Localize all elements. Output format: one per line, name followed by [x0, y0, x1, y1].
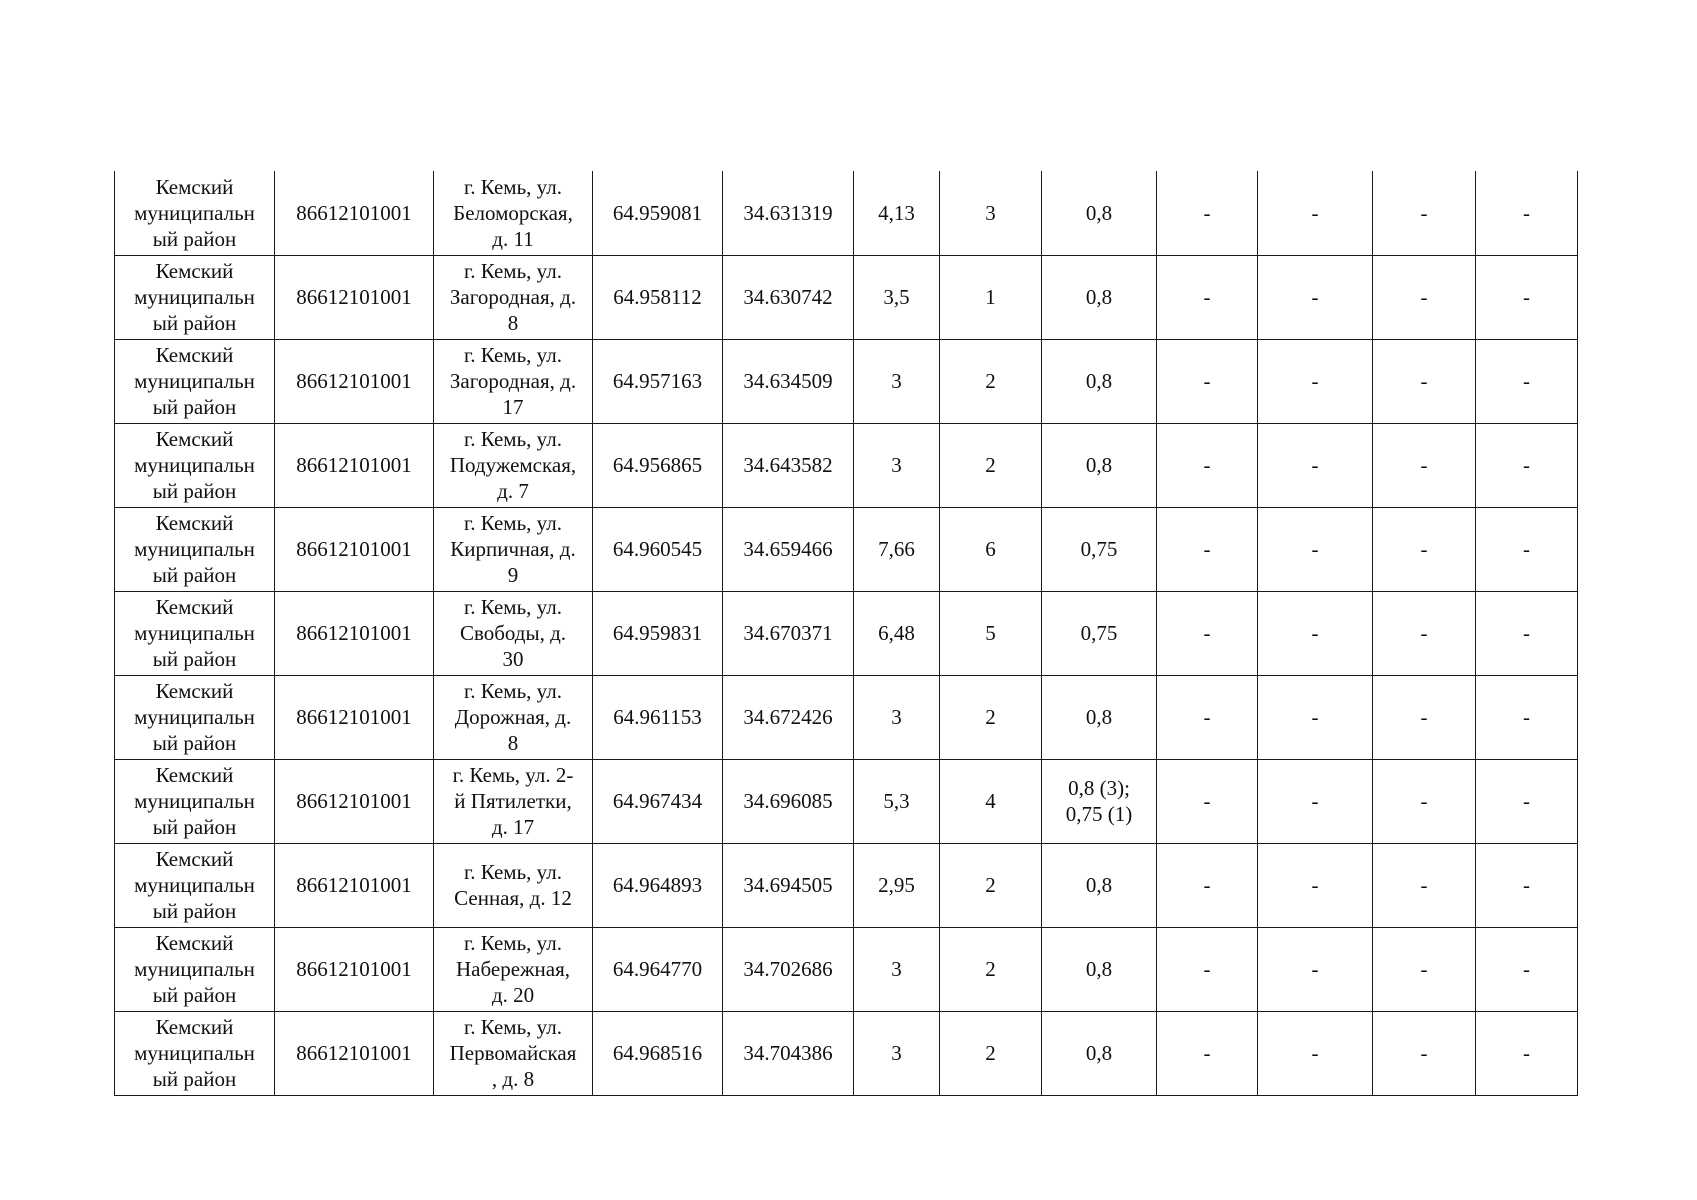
container-volume-cell [1042, 927, 1157, 1011]
longitude-cell-text: 34.670371 [743, 621, 833, 645]
empty-cell-text: - [1420, 537, 1428, 561]
district-cell [115, 1011, 275, 1095]
longitude-cell [723, 843, 854, 927]
oktmo-cell [275, 507, 434, 591]
latitude-cell [593, 759, 723, 843]
oktmo-cell [275, 1011, 434, 1095]
empty-cell [1373, 927, 1476, 1011]
container-count-cell-text: 2 [985, 1041, 996, 1065]
empty-cell [1476, 255, 1578, 339]
longitude-cell-text: 34.696085 [743, 789, 833, 813]
address-cell [434, 1011, 593, 1095]
empty-cell-text: - [1203, 285, 1211, 309]
latitude-cell [593, 507, 723, 591]
oktmo-cell-text: 86612101001 [296, 705, 412, 729]
latitude-cell [593, 675, 723, 759]
district-cell [115, 675, 275, 759]
longitude-cell [723, 927, 854, 1011]
longitude-cell-text: 34.659466 [743, 537, 833, 561]
empty-cell [1373, 843, 1476, 927]
empty-cell-text: - [1203, 873, 1211, 897]
district-cell [115, 843, 275, 927]
area-cell-text: 3 [891, 705, 902, 729]
empty-cell [1157, 507, 1258, 591]
address-cell-text: г. Кемь, ул. Первомайская , д. 8 [449, 1015, 577, 1091]
container-count-cell-text: 2 [985, 453, 996, 477]
latitude-cell [593, 339, 723, 423]
empty-cell-text: - [1523, 369, 1530, 393]
oktmo-cell-text: 86612101001 [296, 789, 412, 813]
container-count-cell [940, 507, 1042, 591]
oktmo-cell-text: 86612101001 [296, 537, 412, 561]
latitude-cell-text: 64.959831 [612, 621, 703, 645]
address-cell-text: г. Кемь, ул. Беломорская, д. 11 [453, 174, 573, 251]
empty-cell-text: - [1311, 369, 1319, 393]
empty-cell [1258, 255, 1373, 339]
oktmo-cell-text: 86612101001 [296, 453, 412, 477]
container-count-cell-text: 6 [985, 537, 996, 561]
latitude-cell-text: 64.958112 [613, 285, 702, 309]
container-volume-cell-text: 0,8 [1085, 957, 1113, 981]
address-cell [434, 255, 593, 339]
address-cell [434, 843, 593, 927]
empty-cell-text: - [1523, 789, 1530, 813]
oktmo-cell-text: 86612101001 [296, 957, 412, 981]
container-count-cell [940, 591, 1042, 675]
oktmo-cell-text: 86612101001 [296, 873, 412, 897]
empty-cell-text: - [1420, 200, 1428, 225]
empty-cell-text: - [1523, 873, 1530, 897]
area-cell-text: 3 [891, 1041, 902, 1065]
container-volume-cell [1042, 591, 1157, 675]
latitude-cell-text: 64.964770 [612, 957, 703, 981]
empty-cell-text: - [1311, 621, 1319, 645]
table-row [115, 591, 1578, 675]
area-cell [854, 339, 940, 423]
container-count-cell [940, 759, 1042, 843]
longitude-cell [723, 423, 854, 507]
area-cell-text: 3 [891, 369, 902, 393]
container-count-cell [940, 1011, 1042, 1095]
address-cell [434, 423, 593, 507]
container-volume-cell [1042, 171, 1157, 255]
latitude-cell-text: 64.960545 [612, 537, 703, 561]
empty-cell-text: - [1523, 537, 1530, 561]
empty-cell [1476, 759, 1578, 843]
container-volume-cell [1042, 255, 1157, 339]
container-volume-cell-text: 0,8 [1085, 1041, 1113, 1065]
container-count-cell-text: 3 [985, 200, 996, 225]
district-cell-text: Кемский муниципальн ый район [134, 343, 255, 419]
district-cell [115, 423, 275, 507]
district-cell-text: Кемский муниципальн ый район [134, 595, 255, 671]
container-volume-cell-text: 0,75 [1080, 537, 1118, 561]
empty-cell [1476, 423, 1578, 507]
table-row [115, 843, 1578, 927]
empty-cell [1258, 171, 1373, 255]
empty-cell [1373, 255, 1476, 339]
empty-cell [1258, 339, 1373, 423]
empty-cell [1476, 591, 1578, 675]
empty-cell-text: - [1420, 621, 1428, 645]
container-count-cell-text: 1 [985, 285, 996, 309]
empty-cell [1476, 675, 1578, 759]
container-volume-cell [1042, 759, 1157, 843]
container-volume-cell-text: 0,8 [1085, 285, 1113, 309]
container-volume-cell-text: 0,8 [1085, 705, 1113, 729]
empty-cell-text: - [1311, 705, 1319, 729]
empty-cell [1258, 423, 1373, 507]
area-cell-text: 4,13 [878, 200, 915, 225]
longitude-cell [723, 759, 854, 843]
empty-cell-text: - [1420, 789, 1428, 813]
container-volume-cell [1042, 339, 1157, 423]
longitude-cell-text: 34.702686 [743, 957, 833, 981]
longitude-cell-text: 34.631319 [743, 200, 833, 225]
district-cell [115, 171, 275, 255]
empty-cell-text: - [1311, 957, 1319, 981]
table-row [115, 339, 1578, 423]
district-cell [115, 339, 275, 423]
longitude-cell-text: 34.630742 [743, 285, 833, 309]
container-count-cell [940, 339, 1042, 423]
empty-cell [1157, 171, 1258, 255]
area-cell [854, 927, 940, 1011]
empty-cell-text: - [1203, 705, 1211, 729]
latitude-cell-text: 64.961153 [613, 705, 702, 729]
empty-cell-text: - [1311, 873, 1319, 897]
latitude-cell [593, 927, 723, 1011]
longitude-cell-text: 34.672426 [743, 705, 833, 729]
empty-cell-text: - [1420, 705, 1428, 729]
empty-cell [1476, 1011, 1578, 1095]
latitude-cell [593, 171, 723, 255]
empty-cell-text: - [1311, 285, 1319, 309]
area-cell [854, 171, 940, 255]
empty-cell-text: - [1203, 537, 1211, 561]
longitude-cell-text: 34.694505 [743, 873, 833, 897]
longitude-cell [723, 339, 854, 423]
table-body [115, 171, 1578, 1095]
empty-cell-text: - [1311, 200, 1319, 225]
address-cell [434, 171, 593, 255]
empty-cell-text: - [1523, 705, 1530, 729]
longitude-cell [723, 171, 854, 255]
empty-cell [1157, 675, 1258, 759]
area-cell [854, 675, 940, 759]
container-count-cell [940, 675, 1042, 759]
empty-cell [1258, 507, 1373, 591]
longitude-cell [723, 255, 854, 339]
district-cell [115, 507, 275, 591]
longitude-cell-text: 34.643582 [743, 453, 833, 477]
district-cell-text: Кемский муниципальн ый район [134, 679, 255, 755]
area-cell [854, 423, 940, 507]
table-row [115, 927, 1578, 1011]
empty-cell [1373, 675, 1476, 759]
area-cell [854, 507, 940, 591]
empty-cell-text: - [1311, 1041, 1319, 1065]
oktmo-cell [275, 675, 434, 759]
oktmo-cell-text: 86612101001 [296, 285, 412, 309]
area-cell-text: 3,5 [883, 285, 910, 309]
address-cell [434, 339, 593, 423]
container-volume-cell-text: 0,8 [1085, 200, 1113, 225]
district-cell [115, 759, 275, 843]
latitude-cell [593, 255, 723, 339]
latitude-cell [593, 591, 723, 675]
oktmo-cell-text: 86612101001 [296, 1041, 412, 1065]
empty-cell-text: - [1523, 621, 1530, 645]
container-volume-cell [1042, 843, 1157, 927]
container-volume-cell [1042, 1011, 1157, 1095]
district-cell [115, 927, 275, 1011]
district-cell-text: Кемский муниципальн ый район [134, 259, 255, 335]
empty-cell [1258, 843, 1373, 927]
address-cell [434, 759, 593, 843]
latitude-cell-text: 64.964893 [612, 873, 703, 897]
container-count-cell [940, 843, 1042, 927]
district-cell-text: Кемский муниципальн ый район [134, 847, 255, 923]
empty-cell-text: - [1420, 873, 1428, 897]
table-row [115, 423, 1578, 507]
empty-cell-text: - [1420, 285, 1428, 309]
empty-cell-text: - [1203, 200, 1211, 225]
container-volume-cell-text: 0,8 [1085, 369, 1113, 393]
container-count-cell-text: 2 [985, 369, 996, 393]
table-row [115, 507, 1578, 591]
container-count-cell [940, 927, 1042, 1011]
district-cell-text: Кемский муниципальн ый район [134, 427, 255, 503]
table-row [115, 675, 1578, 759]
container-volume-cell [1042, 675, 1157, 759]
area-cell-text: 2,95 [878, 873, 915, 897]
district-cell [115, 591, 275, 675]
container-count-cell-text: 4 [985, 789, 996, 813]
area-cell [854, 591, 940, 675]
table-row [115, 255, 1578, 339]
container-count-cell-text: 2 [985, 873, 996, 897]
empty-cell-text: - [1420, 957, 1428, 981]
empty-cell [1476, 339, 1578, 423]
empty-cell [1258, 1011, 1373, 1095]
container-volume-cell-text: 0,8 [1085, 453, 1113, 477]
empty-cell [1476, 843, 1578, 927]
area-cell [854, 843, 940, 927]
empty-cell [1373, 1011, 1476, 1095]
container-count-cell [940, 423, 1042, 507]
latitude-cell [593, 1011, 723, 1095]
latitude-cell-text: 64.959081 [612, 200, 703, 225]
empty-cell-text: - [1203, 621, 1211, 645]
latitude-cell [593, 843, 723, 927]
oktmo-cell [275, 591, 434, 675]
area-cell-text: 6,48 [878, 621, 915, 645]
container-volume-cell [1042, 423, 1157, 507]
district-cell-text: Кемский муниципальн ый район [134, 931, 255, 1007]
container-count-cell-text: 5 [985, 621, 996, 645]
empty-cell-text: - [1523, 1041, 1530, 1065]
address-cell-text: г. Кемь, ул. Загородная, д. 8 [449, 259, 577, 335]
empty-cell [1157, 591, 1258, 675]
latitude-cell [593, 423, 723, 507]
area-cell-text: 7,66 [878, 537, 915, 561]
area-cell-text: 3 [891, 453, 902, 477]
empty-cell-text: - [1203, 1041, 1211, 1065]
latitude-cell-text: 64.957163 [612, 369, 703, 393]
empty-cell [1157, 339, 1258, 423]
empty-cell [1258, 927, 1373, 1011]
oktmo-cell-text: 86612101001 [296, 200, 412, 225]
empty-cell [1157, 255, 1258, 339]
address-cell-text: г. Кемь, ул. Кирпичная, д. 9 [450, 511, 576, 587]
longitude-cell-text: 34.634509 [743, 369, 833, 393]
table-row [115, 759, 1578, 843]
empty-cell-text: - [1523, 957, 1530, 981]
address-cell [434, 927, 593, 1011]
address-cell-text: г. Кемь, ул. Подужемская, д. 7 [449, 427, 577, 503]
longitude-cell [723, 507, 854, 591]
address-cell-text: г. Кемь, ул. 2- й Пятилетки, д. 17 [452, 763, 574, 839]
area-cell [854, 1011, 940, 1095]
table-row [115, 171, 1578, 255]
container-count-cell-text: 2 [985, 705, 996, 729]
empty-cell-text: - [1203, 453, 1211, 477]
container-volume-cell-text: 0,75 [1080, 621, 1118, 645]
latitude-cell-text: 64.956865 [612, 453, 703, 477]
area-cell-text: 5,3 [883, 789, 910, 813]
oktmo-cell-text: 86612101001 [296, 369, 412, 393]
empty-cell [1157, 759, 1258, 843]
empty-cell-text: - [1523, 285, 1530, 309]
latitude-cell-text: 64.968516 [612, 1041, 703, 1065]
empty-cell [1373, 423, 1476, 507]
empty-cell-text: - [1523, 200, 1530, 225]
empty-cell-text: - [1203, 789, 1211, 813]
district-cell-text: Кемский муниципальн ый район [134, 511, 255, 587]
oktmo-cell [275, 759, 434, 843]
empty-cell [1157, 927, 1258, 1011]
address-cell [434, 591, 593, 675]
district-cell [115, 255, 275, 339]
longitude-cell-text: 34.704386 [743, 1041, 833, 1065]
oktmo-cell [275, 255, 434, 339]
empty-cell-text: - [1203, 957, 1211, 981]
empty-cell [1373, 759, 1476, 843]
address-cell-text: г. Кемь, ул. Дорожная, д. 8 [454, 679, 572, 755]
address-cell [434, 675, 593, 759]
longitude-cell [723, 591, 854, 675]
empty-cell [1258, 759, 1373, 843]
oktmo-cell-text: 86612101001 [296, 621, 412, 645]
longitude-cell [723, 1011, 854, 1095]
empty-cell [1476, 171, 1578, 255]
empty-cell-text: - [1311, 537, 1319, 561]
empty-cell-text: - [1523, 453, 1530, 477]
empty-cell [1258, 675, 1373, 759]
empty-cell [1157, 423, 1258, 507]
area-cell [854, 759, 940, 843]
empty-cell [1373, 591, 1476, 675]
table-row [115, 1011, 1578, 1095]
address-cell-text: г. Кемь, ул. Загородная, д. 17 [449, 343, 577, 419]
empty-cell [1373, 507, 1476, 591]
container-count-cell [940, 171, 1042, 255]
empty-cell-text: - [1203, 369, 1211, 393]
district-cell-text: Кемский муниципальн ый район [134, 1015, 255, 1091]
empty-cell [1373, 171, 1476, 255]
area-cell [854, 255, 940, 339]
address-cell-text: г. Кемь, ул. Набережная, д. 20 [455, 931, 570, 1007]
oktmo-cell [275, 423, 434, 507]
empty-cell [1476, 927, 1578, 1011]
oktmo-cell [275, 171, 434, 255]
empty-cell-text: - [1420, 1041, 1428, 1065]
address-cell-text: г. Кемь, ул. Сенная, д. 12 [454, 860, 572, 910]
empty-cell [1373, 339, 1476, 423]
empty-cell-text: - [1420, 453, 1428, 477]
empty-cell-text: - [1311, 453, 1319, 477]
container-volume-cell [1042, 507, 1157, 591]
empty-cell [1476, 507, 1578, 591]
area-cell-text: 3 [891, 957, 902, 981]
container-sites-table [114, 171, 1578, 1096]
district-cell-text: Кемский муниципальн ый район [134, 763, 255, 839]
oktmo-cell [275, 843, 434, 927]
container-count-cell-text: 2 [985, 957, 996, 981]
address-cell [434, 507, 593, 591]
empty-cell [1258, 591, 1373, 675]
container-volume-cell-text: 0,8 [1085, 873, 1113, 897]
oktmo-cell [275, 339, 434, 423]
address-cell-text: г. Кемь, ул. Свободы, д. 30 [459, 595, 567, 671]
longitude-cell [723, 675, 854, 759]
container-volume-cell-text: 0,8 (3); 0,75 (1) [1065, 776, 1133, 826]
empty-cell-text: - [1420, 369, 1428, 393]
latitude-cell-text: 64.967434 [612, 789, 703, 813]
empty-cell-text: - [1311, 789, 1319, 813]
container-count-cell [940, 255, 1042, 339]
oktmo-cell [275, 927, 434, 1011]
empty-cell [1157, 1011, 1258, 1095]
district-cell-text: Кемский муниципальн ый район [134, 174, 255, 251]
empty-cell [1157, 843, 1258, 927]
